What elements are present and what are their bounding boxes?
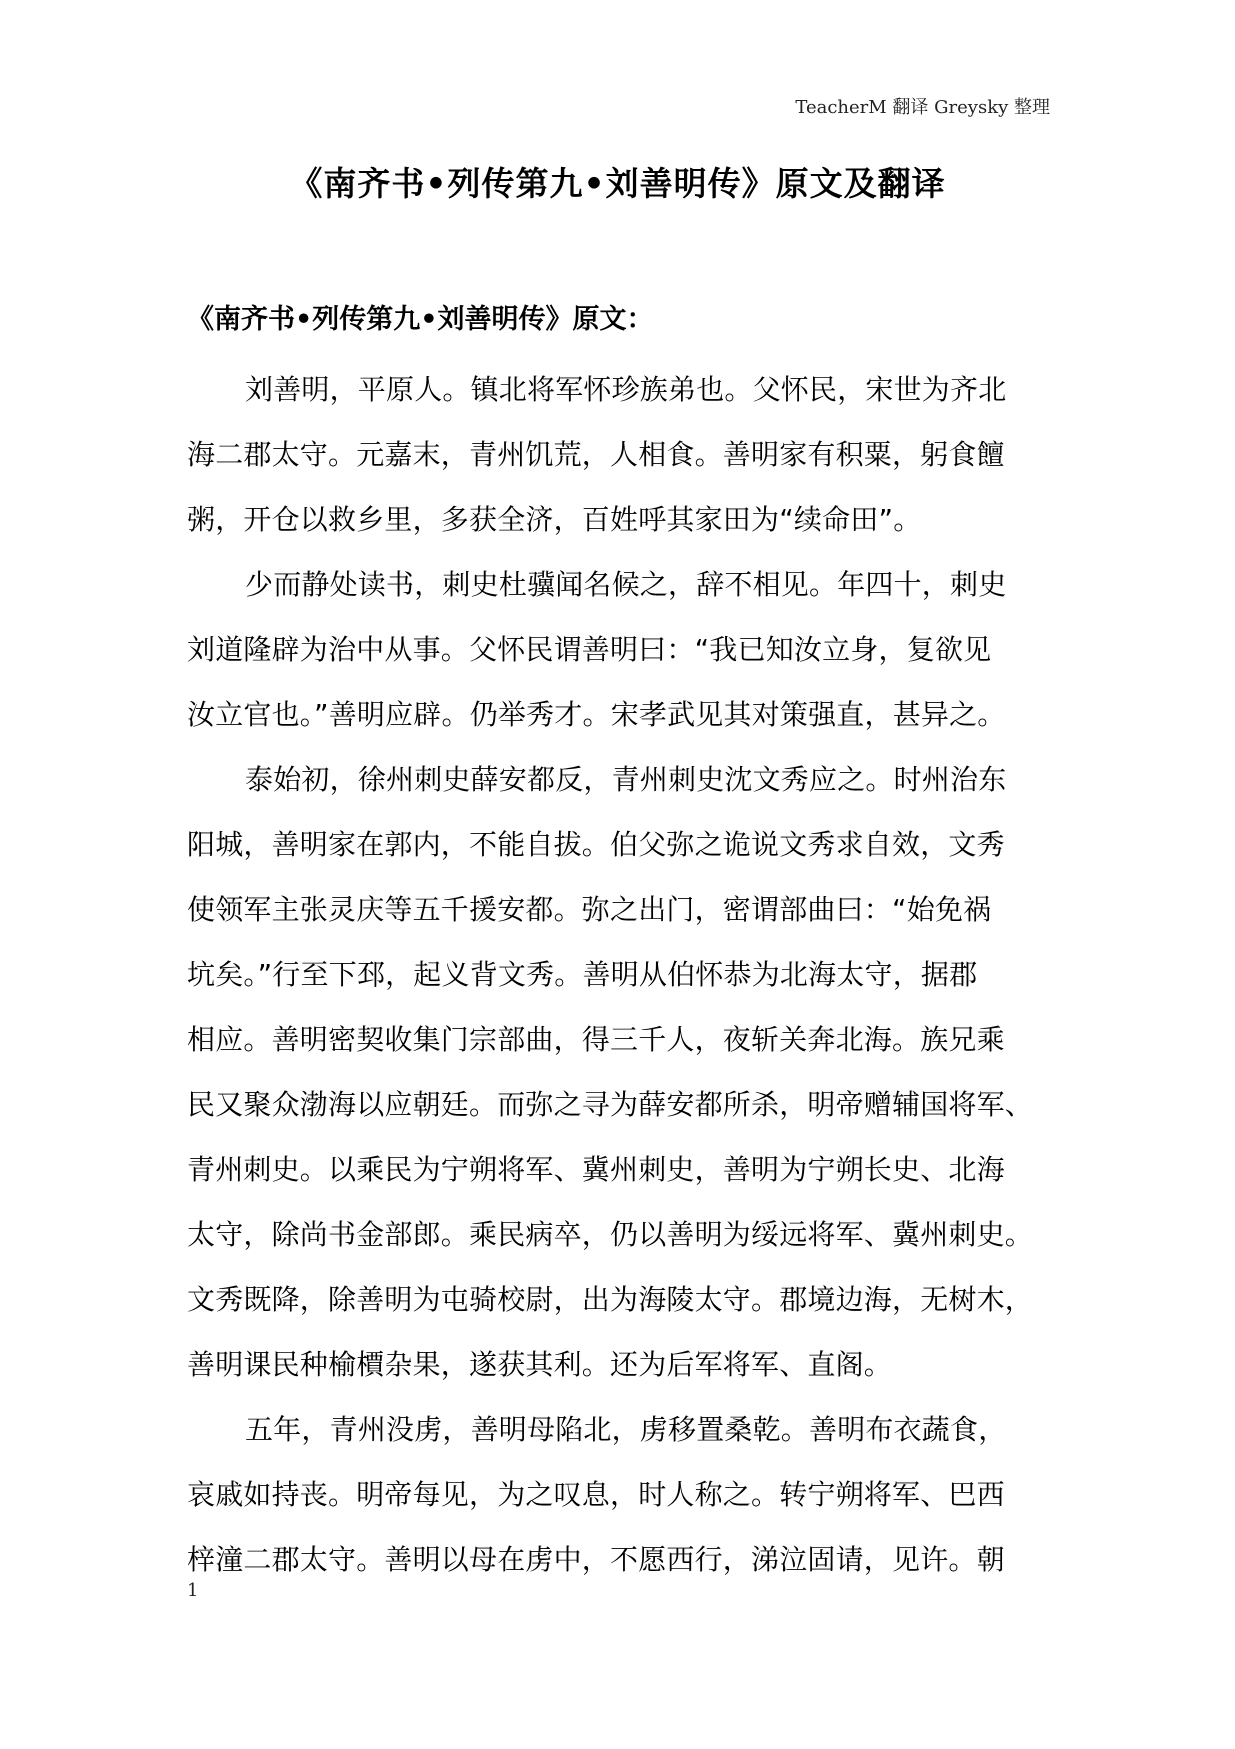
paragraph-line: 少而静处读书，刺史杜骥闻名候之，辞不相见。年四十，刺史 (245, 568, 1007, 601)
paragraph-line: 使领军主张灵庆等五千援安都。弥之出门，密谓部曲曰：“始免祸 (187, 893, 992, 926)
document-title: 《南齐书•列传第九•刘善明传》原文及翻译 (289, 164, 946, 203)
paragraph-line: 泰始初，徐州刺史薛安都反，青州刺史沈文秀应之。时州治东 (245, 763, 1007, 796)
page-number: 1 (187, 1580, 199, 1601)
paragraph-line: 文秀既降，除善明为屯骑校尉，出为海陵太守。郡境边海，无树木， (187, 1283, 1034, 1316)
header-note: TeacherM 翻译 Greysky 整理 (795, 97, 1050, 118)
paragraph-line: 梓潼二郡太守。善明以母在虏中，不愿西行，涕泣固请，见许。朝 (187, 1543, 1005, 1576)
paragraph-line: 阳城，善明家在郭内，不能自拔。伯父弥之诡说文秀求自效，文秀 (187, 828, 1005, 861)
body-text (187, 357, 1049, 1592)
paragraph-line: 太守，除尚书金部郎。乘民病卒，仍以善明为绥远将军、冀州刺史。 (187, 1218, 1034, 1251)
paragraph-line: 坑矣。”行至下邳，起义背文秀。善明从伯怀恭为北海太守，据郡 (187, 958, 978, 991)
paragraph-line: 汝立官也。”善明应辟。仍举秀才。宋孝武见其对策强直，甚异之。 (187, 698, 1006, 731)
paragraph-line: 善明课民种榆檟杂果，遂获其利。还为后军将军、直阁。 (187, 1348, 893, 1381)
paragraph-line: 青州刺史。以乘民为宁朔将军、冀州刺史，善明为宁朔长史、北海 (187, 1153, 1005, 1186)
paragraph-line: 海二郡太守。元嘉末，青州饥荒，人相食。善明家有积粟，躬食饘 (187, 438, 1005, 471)
paragraph-line: 相应。善明密契收集门宗部曲，得三千人，夜斩关奔北海。族兄乘 (187, 1023, 1005, 1056)
paragraph-line: 民又聚众渤海以应朝廷。而弥之寻为薛安都所杀，明帝赠辅国将军、 (187, 1088, 1034, 1121)
paragraph-line: 五年，青州没虏，善明母陷北，虏移置桑乾。善明布衣蔬食， (245, 1413, 1007, 1446)
section-heading: 《南齐书•列传第九•刘善明传》原文： (187, 304, 654, 335)
paragraph-line: 哀戚如持丧。明帝每见，为之叹息，时人称之。转宁朔将军、巴西 (187, 1478, 1005, 1511)
paragraph-line: 刘道隆辟为治中从事。父怀民谓善明曰：“我已知汝立身，复欲见 (187, 633, 992, 666)
paragraph-line: 粥，开仓以救乡里，多获全济，百姓呼其家田为“续命田”。 (187, 503, 922, 536)
paragraph-line: 刘善明，平原人。镇北将军怀珍族弟也。父怀民，宋世为齐北 (245, 373, 1007, 406)
